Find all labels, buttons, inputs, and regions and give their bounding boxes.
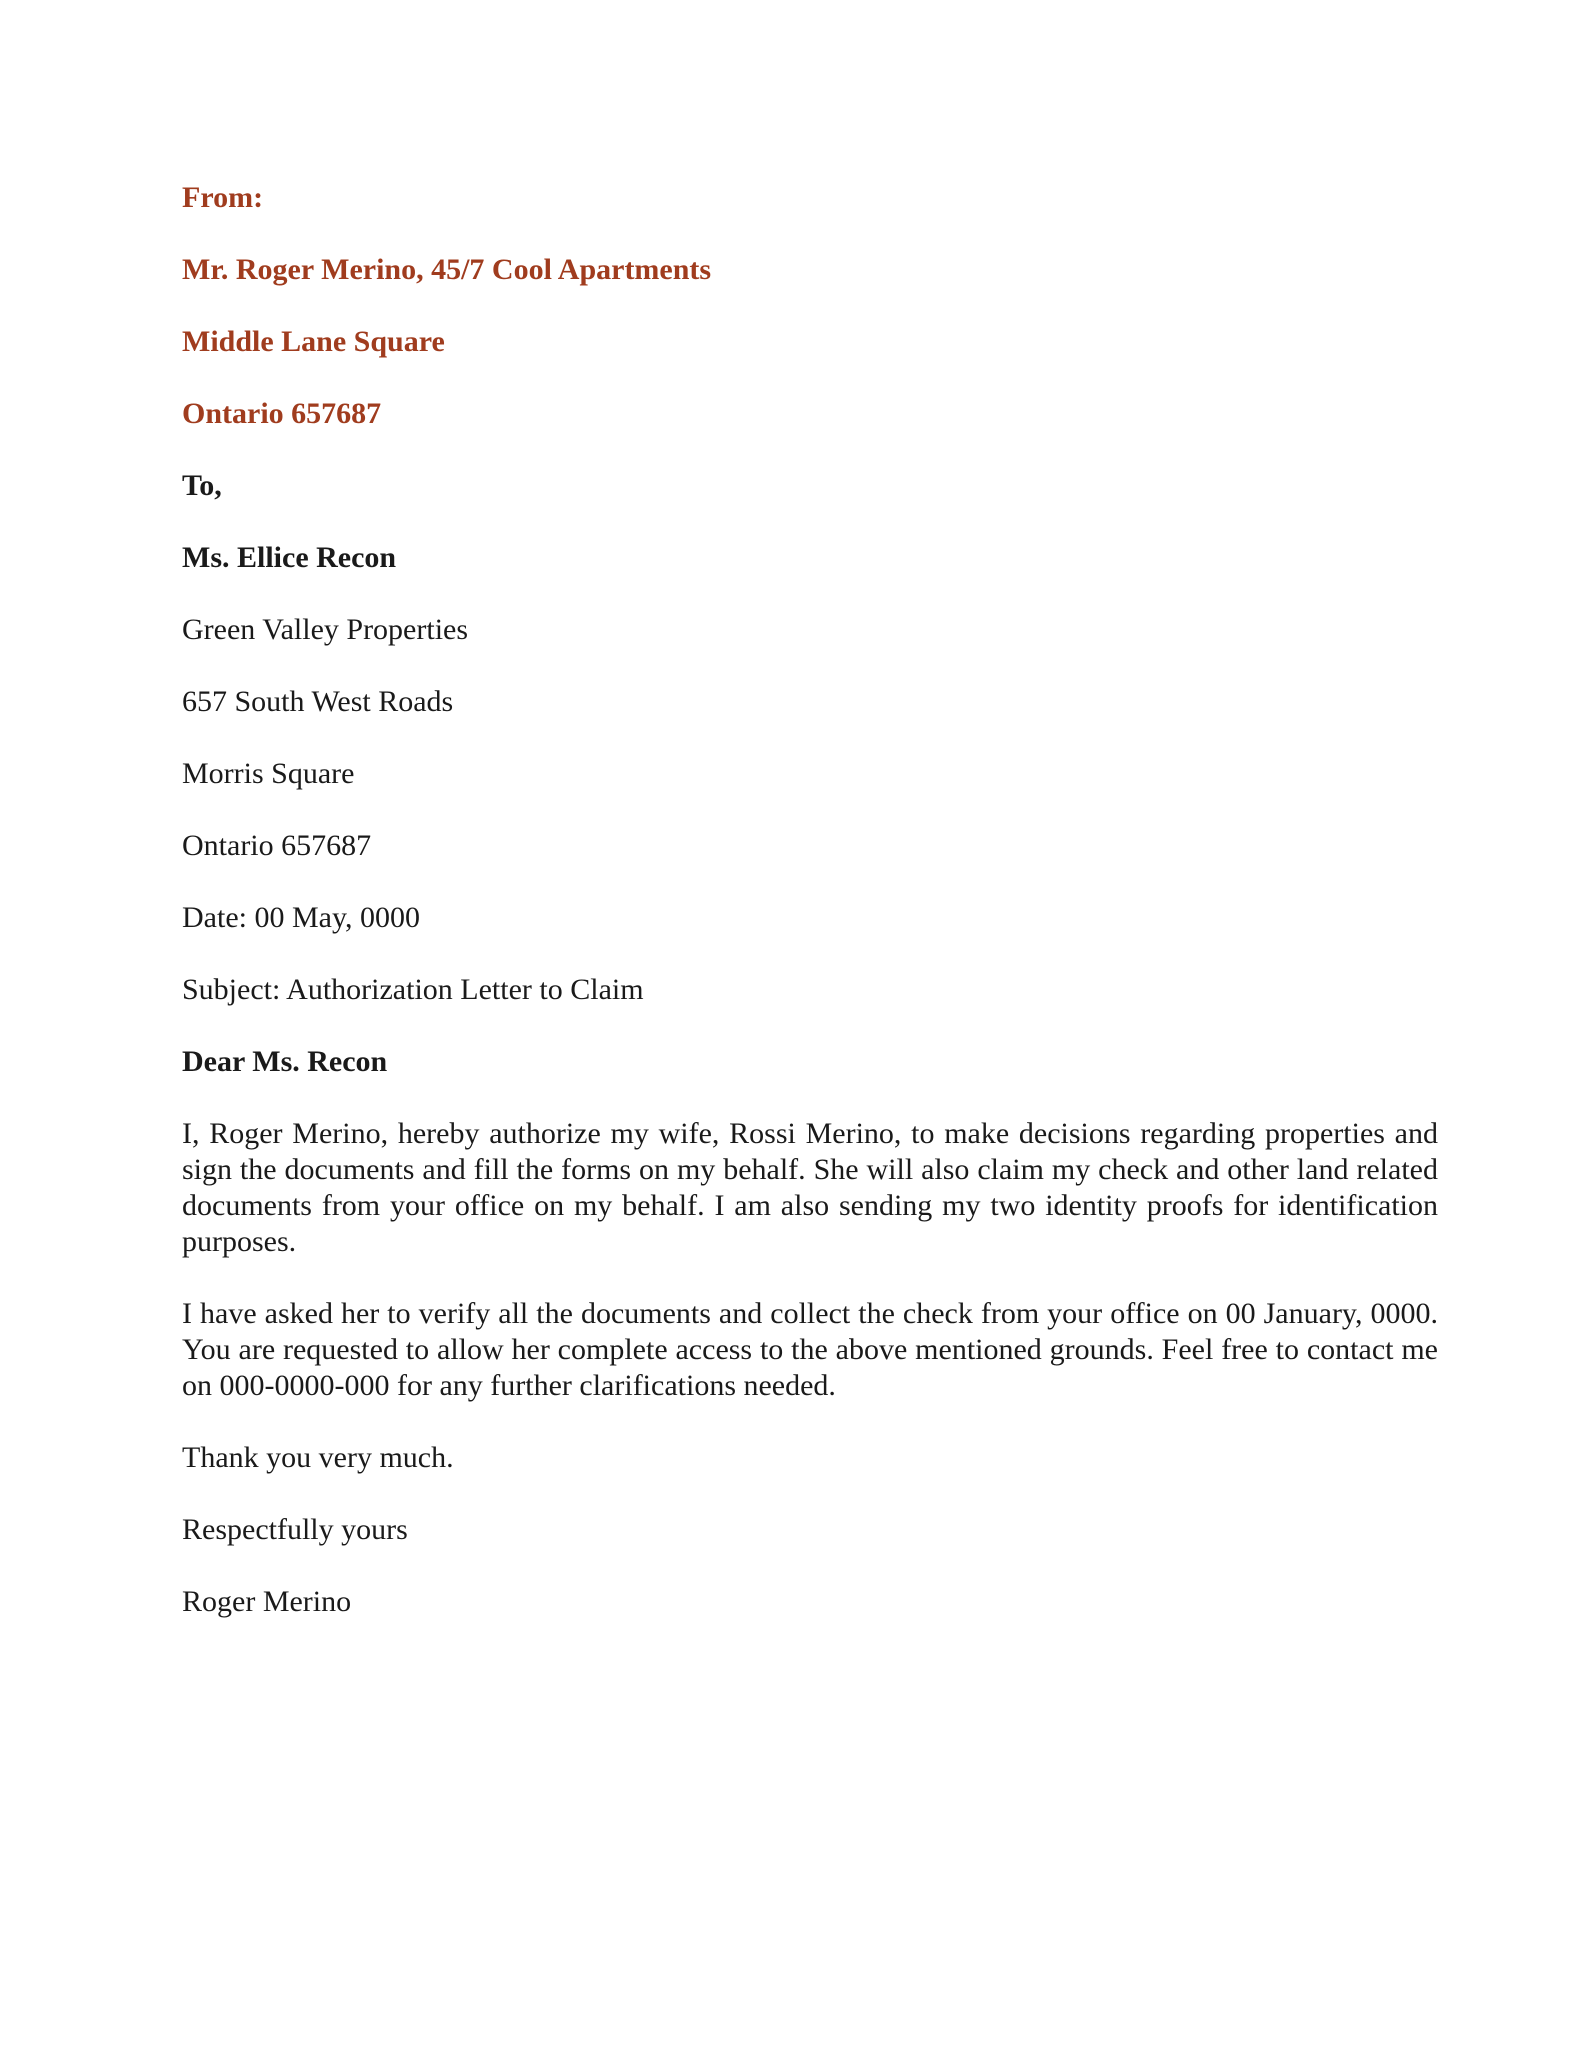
recipient-street-line: 657 South West Roads — [182, 685, 454, 718]
thanks-line: Thank you very much. — [182, 1441, 454, 1474]
letter-content — [182, 180, 1438, 1656]
body-paragraph-1: I, Roger Merino, hereby authorize my wife, Rossi Merino, to make decisions regarding properties and sign the documents and fill the forms on my behalf. She will also claim my check and other land related documents from your office on my behalf. I am also sending my two identity proofs for identification purposes. — [182, 1117, 1438, 1258]
salutation: Dear Ms. Recon — [182, 1045, 388, 1078]
subject-line: Subject: Authorization Letter to Claim — [182, 973, 644, 1006]
sender-street-line: Middle Lane Square — [182, 325, 445, 358]
to-label: To, — [182, 469, 222, 502]
from-label: From: — [182, 181, 264, 214]
sender-city-line: Ontario 657687 — [182, 397, 382, 430]
sender-name-line: Mr. Roger Merino, 45/7 Cool Apartments — [182, 253, 712, 286]
signature-name: Roger Merino — [182, 1585, 352, 1618]
recipient-area-line: Morris Square — [182, 757, 355, 790]
recipient-company-line: Green Valley Properties — [182, 613, 469, 646]
closing-line: Respectfully yours — [182, 1513, 408, 1546]
recipient-name-line: Ms. Ellice Recon — [182, 541, 397, 574]
date-line: Date: 00 May, 0000 — [182, 901, 421, 934]
recipient-city-line: Ontario 657687 — [182, 829, 372, 862]
body-paragraph-2: I have asked her to verify all the documents and collect the check from your office on 00 January, 0000. You are requested to allow her complete access to the above mentioned grounds. Feel free to contact me on 000-0000-000 for any further clarifications needed. — [182, 1297, 1438, 1402]
